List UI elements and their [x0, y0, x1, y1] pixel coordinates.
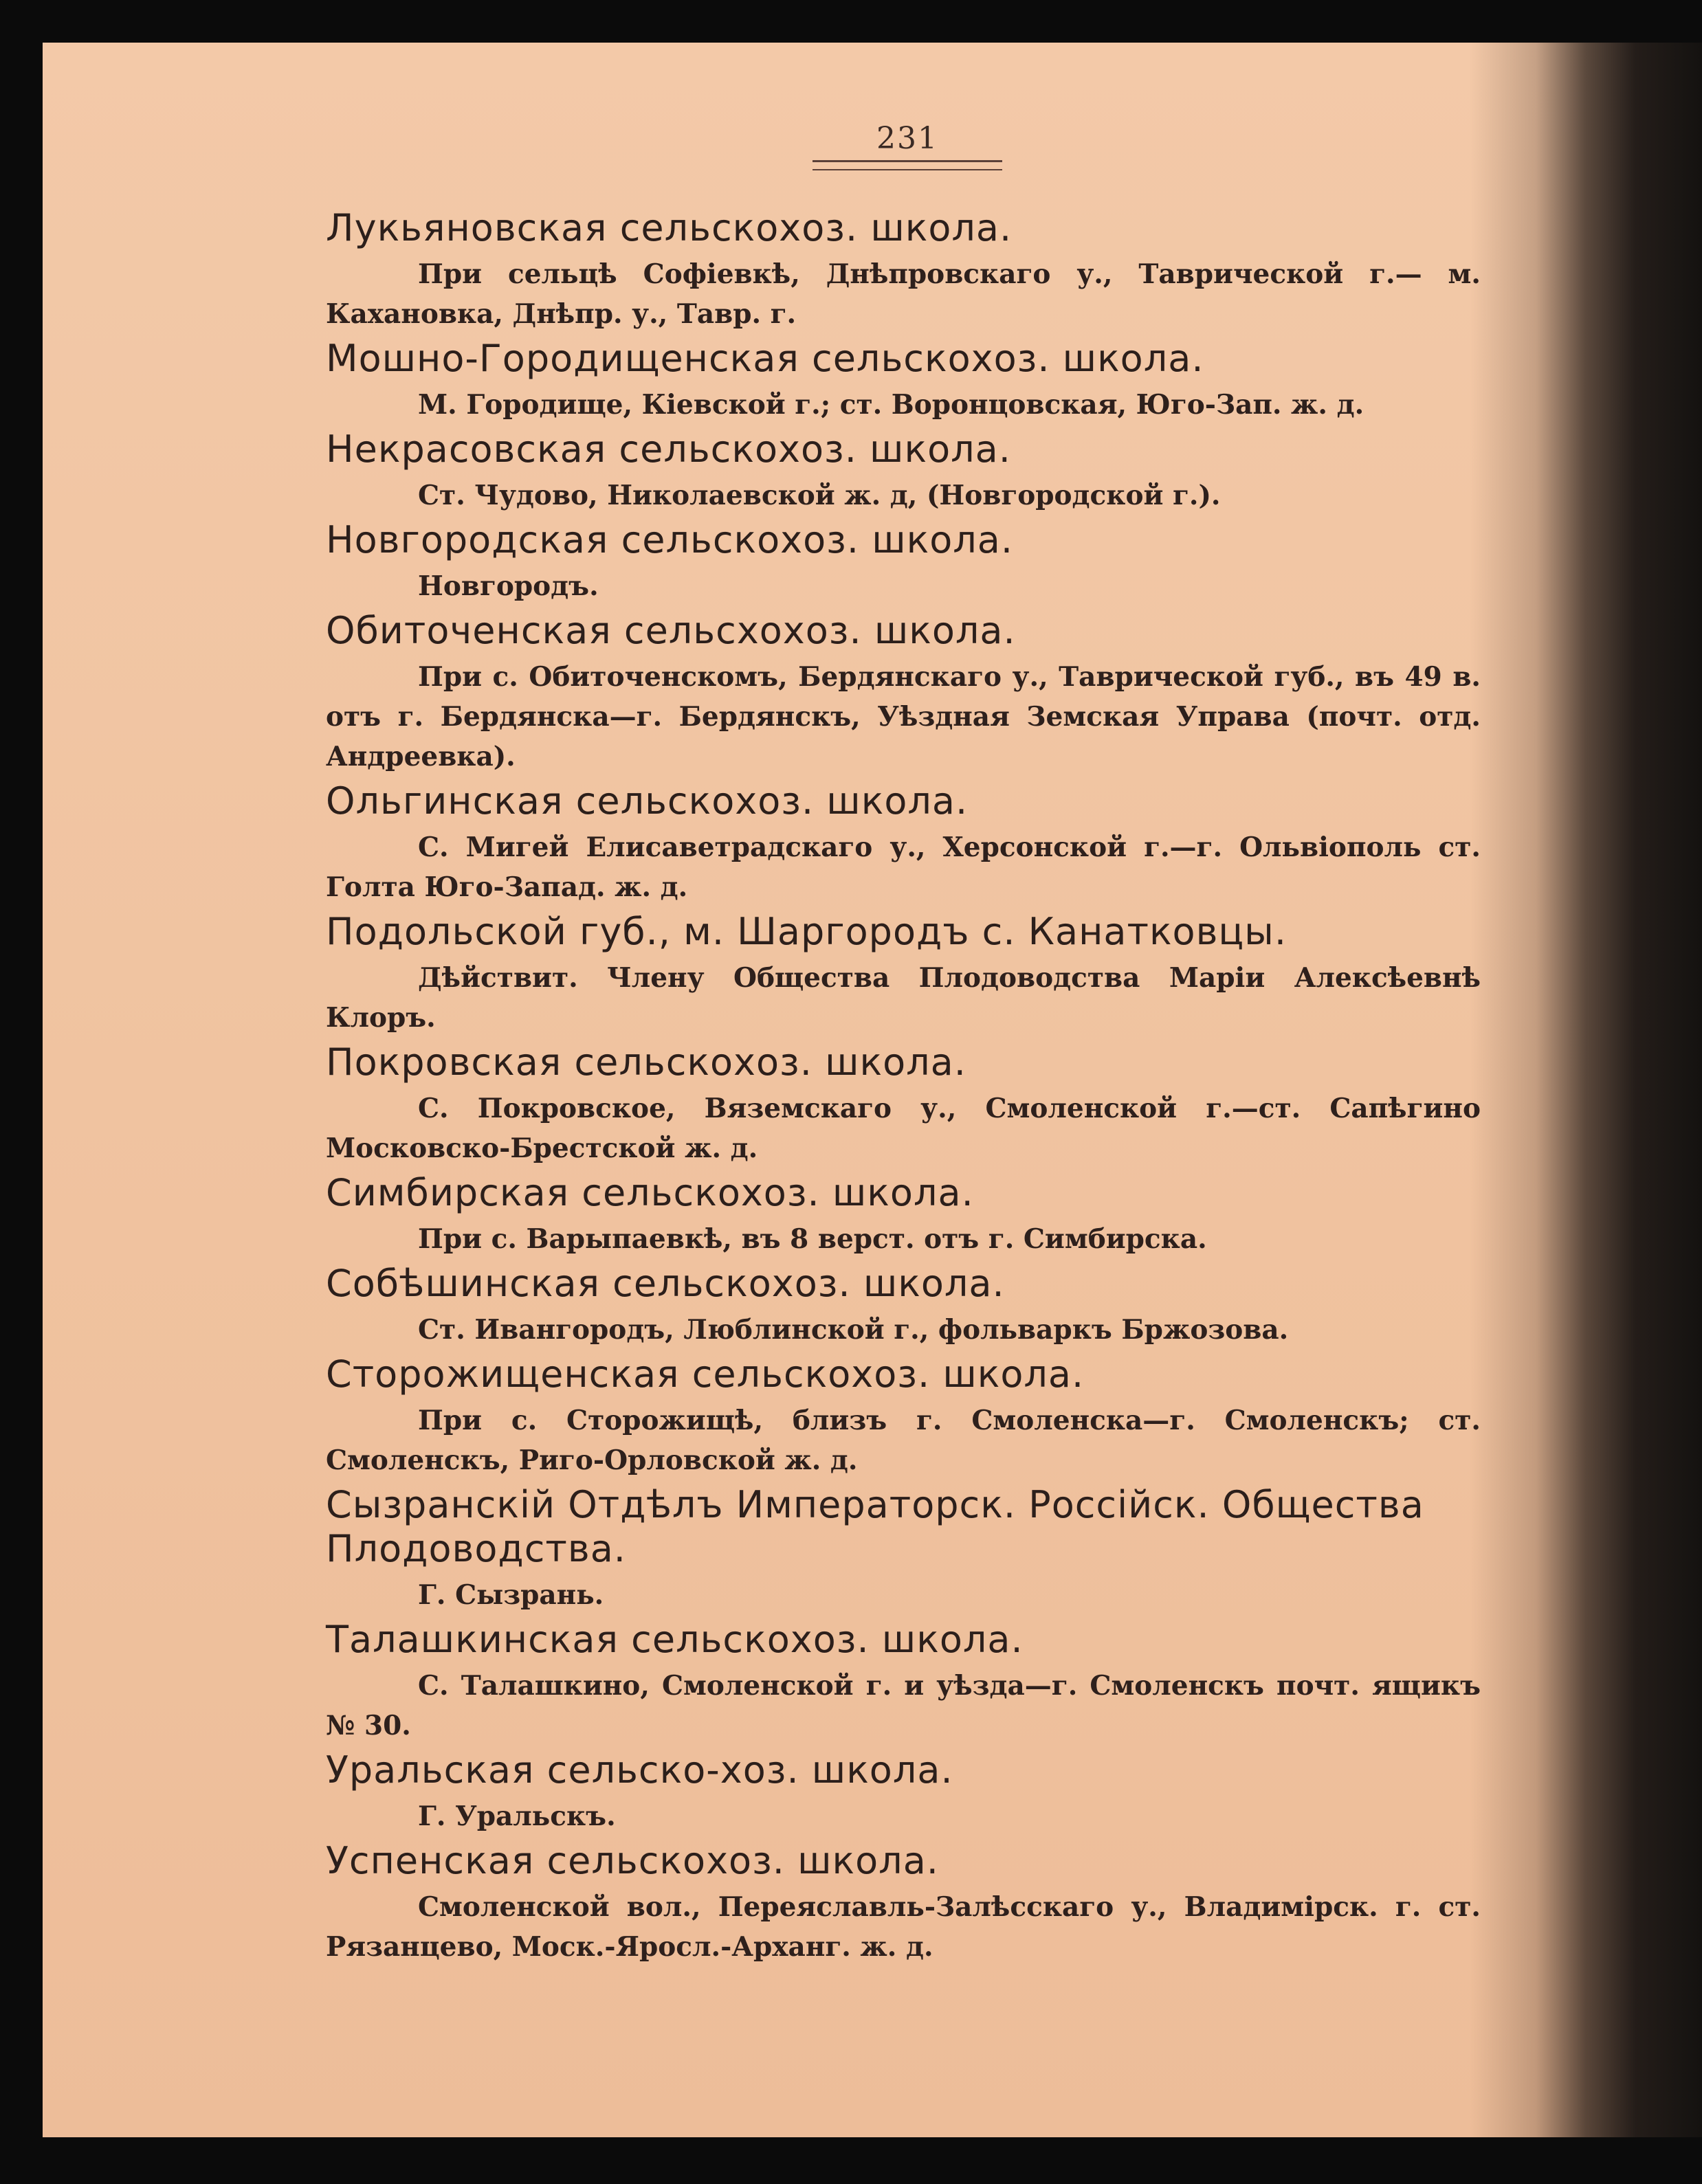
school-name: Ольгинская сельскохоз. школа.: [326, 779, 969, 823]
list-item: [326, 910, 1481, 1038]
school-name: Лукьяновская сельскохоз. школа.: [326, 206, 1013, 249]
list-item: [326, 1618, 1481, 1746]
school-address: С. Талашкино, Смоленской г. и уѣзда—г. Смоленскъ почт. ящикъ № 30.: [326, 1670, 1481, 1741]
school-name: Сторожищенская сельскохоз. школа.: [326, 1352, 1085, 1396]
page-number: 231: [876, 121, 938, 156]
list-item: [326, 1483, 1481, 1615]
school-name: Мошно-Городищенская сельскохоз. школа.: [326, 337, 1204, 380]
list-item: [326, 337, 1481, 425]
school-address: При с. Сторожищѣ, близъ г. Смоленска—г. Смоленскъ; ст. Смоленскъ, Риго-Орловской ж. д.: [326, 1405, 1481, 1476]
school-name: Подольской губ., м. Шаргородъ с. Канатковцы.: [326, 910, 1287, 953]
list-item: [326, 1748, 1481, 1836]
list-item: [326, 518, 1481, 606]
list-item: [326, 1171, 1481, 1259]
school-name: Сызранскій Отдѣлъ Императорск. Россійск. Общества Плодоводства.: [326, 1483, 1424, 1570]
list-item: [326, 609, 1481, 777]
school-address: Смоленской вол., Переяславль-Залѣсскаго у., Владимірск. г. ст. Рязанцево, Моск.-Яросл.-Арханг. ж. д.: [326, 1891, 1481, 1963]
school-name: Успенская сельскохоз. школа.: [326, 1839, 939, 1882]
list-item: [326, 206, 1481, 334]
list-item: [326, 1040, 1481, 1168]
school-name: Покровская сельскохоз. школа.: [326, 1040, 966, 1084]
school-name: Обиточенская сельсхохоз. школа.: [326, 609, 1016, 652]
school-address: Ст. Чудово, Николаевской ж. д, (Новгородской г.).: [418, 480, 1221, 511]
list-item: [326, 779, 1481, 907]
list-item: [326, 1839, 1481, 1967]
school-address: С. Покровское, Вяземскаго у., Смоленской г.—ст. Сапѣгино Московско-Брестской ж. д.: [326, 1093, 1481, 1164]
school-address: Ст. Ивангородъ, Люблинской г., фольваркъ Бржозова.: [418, 1314, 1289, 1346]
school-address: Дѣйствит. Члену Общества Плодоводства Маріи Алексѣевнѣ Клоръ.: [326, 962, 1481, 1034]
school-address: Новгородъ.: [418, 570, 599, 602]
school-list: [326, 206, 1481, 1970]
school-name: Симбирская сельскохоз. школа.: [326, 1171, 974, 1214]
list-item: [326, 427, 1481, 515]
school-address: При с. Варыпаевкѣ, въ 8 верст. отъ г. Симбирска.: [418, 1223, 1207, 1255]
school-address: При с. Обиточенскомъ, Бердянскаго у., Таврической губ., въ 49 в. отъ г. Бердянска—г. Бердянскъ, Уѣздная Земская Управа (почт. отд. Андреевка).: [326, 661, 1481, 772]
school-address: М. Городище, Кіевской г.; ст. Воронцовская, Юго-Зап. ж. д.: [418, 389, 1364, 421]
header-double-rule: [813, 160, 1002, 170]
book-page: [43, 43, 1702, 2137]
school-address: При сельцѣ Софіевкѣ, Днѣпровскаго у., Таврической г.— м. Кахановка, Днѣпр. у., Тавр. г.: [326, 258, 1481, 330]
school-address: Г. Уральскъ.: [418, 1801, 616, 1832]
school-name: Талашкинская сельскохоз. школа.: [326, 1618, 1024, 1661]
school-name: Новгородская сельскохоз. школа.: [326, 518, 1014, 561]
school-address: С. Мигей Елисаветрадскаго у., Херсонской г.—г. Ольвіополь ст. Голта Юго-Запад. ж. д.: [326, 832, 1481, 903]
school-name: Некрасовская сельскохоз. школа.: [326, 427, 1011, 471]
school-name: Уральская сельско-хоз. школа.: [326, 1748, 953, 1792]
page-header: [813, 121, 1002, 170]
list-item: [326, 1352, 1481, 1480]
school-address: Г. Сызрань.: [418, 1579, 604, 1611]
school-name: Собѣшинская сельскохоз. школа.: [326, 1262, 1005, 1305]
list-item: [326, 1262, 1481, 1350]
